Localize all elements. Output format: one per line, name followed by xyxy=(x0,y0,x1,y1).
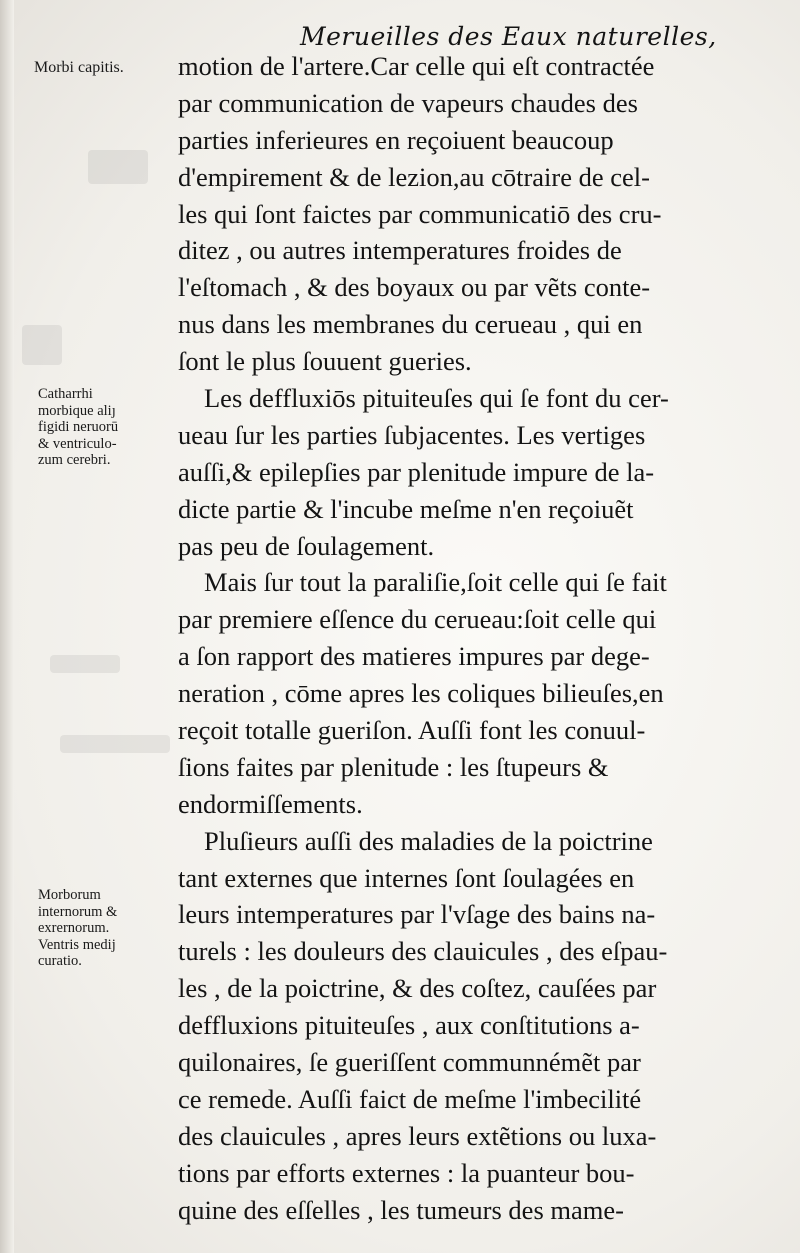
text-line: tant externes que internes ſont ſoulagées en xyxy=(178,862,635,893)
text-line: ce remede. Auſſi faict de meſme l'imbecilité xyxy=(178,1083,642,1114)
text-line: ueau ſur les parties ſubjacentes. Les vertiges xyxy=(178,419,646,450)
paragraph-start-line: Pluſieurs auſſi des maladies de la poictrine xyxy=(204,825,653,856)
margin-note-line: morbique aliȷ xyxy=(38,402,116,419)
text-line: parties inferieures en reçoiuent beaucoup xyxy=(178,124,614,155)
text-line: quilonaires, ſe gueriſſent communnémẽt par xyxy=(178,1047,641,1078)
text-line: par communication de vapeurs chaudes des xyxy=(178,87,638,118)
text-line: des clauicules , apres leurs extẽtions ou luxa- xyxy=(178,1120,657,1151)
margin-note-line: Morbi capitis. xyxy=(34,59,124,76)
margin-note-line: Morborum xyxy=(38,887,101,903)
margin-note-line: internorum & xyxy=(38,903,118,920)
margin-note-morbi-capitis xyxy=(34,60,124,77)
running-header: Merueilles des Eaux naturelles, xyxy=(300,22,717,51)
text-line: quine des eſſelles , les tumeurs des mame- xyxy=(178,1194,624,1225)
paragraph-start-line: Mais ſur tout la paraliſie,ſoit celle qui ſe fait xyxy=(204,567,667,598)
bleed-through-mark xyxy=(22,325,62,365)
text-line: pas peu de ſoulagement. xyxy=(178,530,435,561)
text-line: l'eſtomach , & des boyaux ou par vẽts conte- xyxy=(178,272,651,303)
text-line: motion de l'artere.Car celle qui eſt contractée xyxy=(178,51,655,81)
margin-note-line: Ventris medij xyxy=(38,936,116,953)
text-line: tions par efforts externes : la puanteur bou- xyxy=(178,1157,635,1188)
text-line: nus dans les membranes du cerueau , qui en xyxy=(178,309,643,340)
text-line: endormiſſements. xyxy=(178,788,363,819)
margin-note-line: Catharrhi xyxy=(38,386,93,402)
margin-note-line: & ventriculo- xyxy=(38,435,117,452)
bleed-through-mark xyxy=(60,735,170,753)
text-line: par premiere eſſence du cerueau:ſoit celle qui xyxy=(178,604,657,635)
bleed-through-mark xyxy=(50,655,120,673)
margin-note-morborum xyxy=(38,887,117,970)
text-line: deffluxions pituiteuſes , aux conſtitutions a- xyxy=(178,1010,640,1041)
text-line: turels : les douleurs des clauicules , des eſpau- xyxy=(178,936,668,967)
bleed-through-mark xyxy=(88,150,148,184)
text-line: d'empirement & de lezion,au cōtraire de cel- xyxy=(178,161,650,192)
page-gutter-shadow xyxy=(0,0,14,1253)
margin-note-line: exrernorum. xyxy=(38,920,110,936)
text-line: ſont le plus ſouuent gueries. xyxy=(178,346,472,377)
margin-note-line: figidi neruorū xyxy=(38,419,119,435)
text-line: les qui ſont faictes par communicatiō des cru- xyxy=(178,198,662,229)
text-line: ditez , ou autres intemperatures froides de xyxy=(178,235,622,266)
main-text-block xyxy=(178,48,768,1229)
margin-note-line: zum cerebri. xyxy=(38,452,111,468)
paragraph-start-line: Les deffluxiōs pituiteuſes qui ſe font du cer- xyxy=(204,383,669,414)
text-line: reçoit totalle gueriſon. Auſſi font les conuul- xyxy=(178,715,646,746)
text-line: auſſi,& epilepſies par plenitude impure de la- xyxy=(178,456,655,487)
text-line: dicte partie & l'incube meſme n'en reçoiuẽt xyxy=(178,493,634,524)
text-line: ſions faites par plenitude : les ſtupeurs & xyxy=(178,751,609,782)
margin-note-line: curatio. xyxy=(38,953,82,969)
margin-note-catharrhi xyxy=(38,386,118,469)
text-line: les , de la poictrine, & des coſtez, cauſées par xyxy=(178,973,657,1004)
text-line: neration , cōme apres les coliques bilieuſes,en xyxy=(178,678,664,709)
text-line: leurs intemperatures par l'vſage des bains na- xyxy=(178,899,656,930)
text-line: a ſon rapport des matieres impures par dege- xyxy=(178,641,650,672)
